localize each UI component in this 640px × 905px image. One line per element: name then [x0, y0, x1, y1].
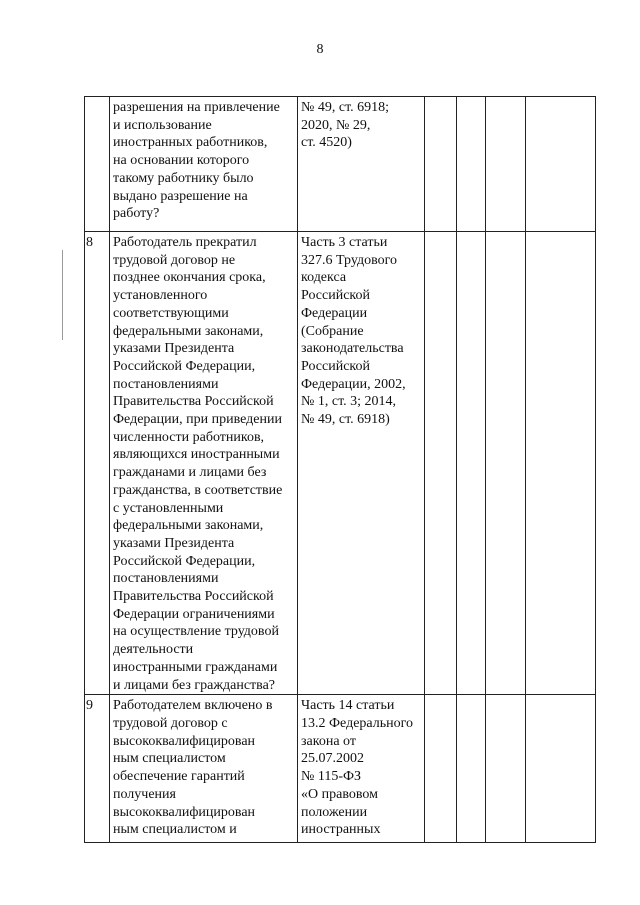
row-number: 8	[86, 235, 93, 250]
row-number: 9	[86, 698, 93, 714]
legal-basis-text: Часть 3 статьи 327.6 Трудового кодекса Российской Федерации (Собрание законодательства Российской Федерации, 2002, № 1, ст. 3; 2014, № 49, ст. 6918)	[301, 235, 406, 428]
answer-no-cell	[457, 97, 486, 232]
answer-na-cell	[486, 232, 526, 695]
table-row	[85, 232, 596, 695]
table-row	[85, 97, 596, 232]
row-number-cell	[85, 232, 110, 695]
note-cell	[526, 695, 596, 843]
note-cell	[526, 232, 596, 695]
legal-basis-cell	[298, 695, 425, 843]
answer-no-cell	[457, 232, 486, 695]
answer-yes-cell	[425, 97, 457, 232]
legal-basis-cell	[298, 97, 425, 232]
requirement-text: Работодатель прекратил трудовой договор не позднее окончания срока, установленного соответствующими федеральными законами, указами Президента Российской Федерации, постановлениями Правительства Российской Федерации, при приведении численности работников, являющихся иностранными гражданами и лицами без гражданства, в соответствие с установленными федеральными законами, указами Президента Российской Федерации, постановлениями Правительства Российской Федерации ограничениями на осуществление трудовой деятельности иностранными гражданами и лицами без гражданства?	[113, 235, 283, 693]
legal-basis-text: № 49, ст. 6918; 2020, № 29, ст. 4520)	[301, 100, 390, 151]
answer-na-cell	[486, 97, 526, 232]
legal-basis-text: Часть 14 статьи 13.2 Федерального закона от 25.07.2002 № 115-ФЗ «О правовом положении иностранных	[301, 698, 414, 838]
row-number-cell	[85, 97, 110, 232]
requirement-cell	[110, 97, 298, 232]
answer-yes-cell	[425, 232, 457, 695]
answer-na-cell	[486, 695, 526, 843]
row-number	[85, 97, 109, 99]
requirement-text: Работодателем включено в трудовой договор с высококвалифицирован ным специалистом обеспечение гарантий получения высококвалифицирован ным специалистом и	[113, 698, 273, 838]
row-number-cell	[85, 695, 110, 843]
note-cell	[526, 97, 596, 232]
requirement-text: разрешения на привлечение и использование иностранных работников, на основании которого такому работнику было выдано разрешение на работу?	[113, 100, 280, 222]
page-number: 8	[316, 42, 324, 57]
legal-basis-cell	[298, 232, 425, 695]
checklist-table	[84, 96, 596, 843]
answer-no-cell	[457, 695, 486, 843]
scan-edge-mark	[62, 250, 63, 340]
answer-yes-cell	[425, 695, 457, 843]
requirement-cell	[110, 695, 298, 843]
requirement-cell	[110, 232, 298, 695]
table-row	[85, 695, 596, 843]
